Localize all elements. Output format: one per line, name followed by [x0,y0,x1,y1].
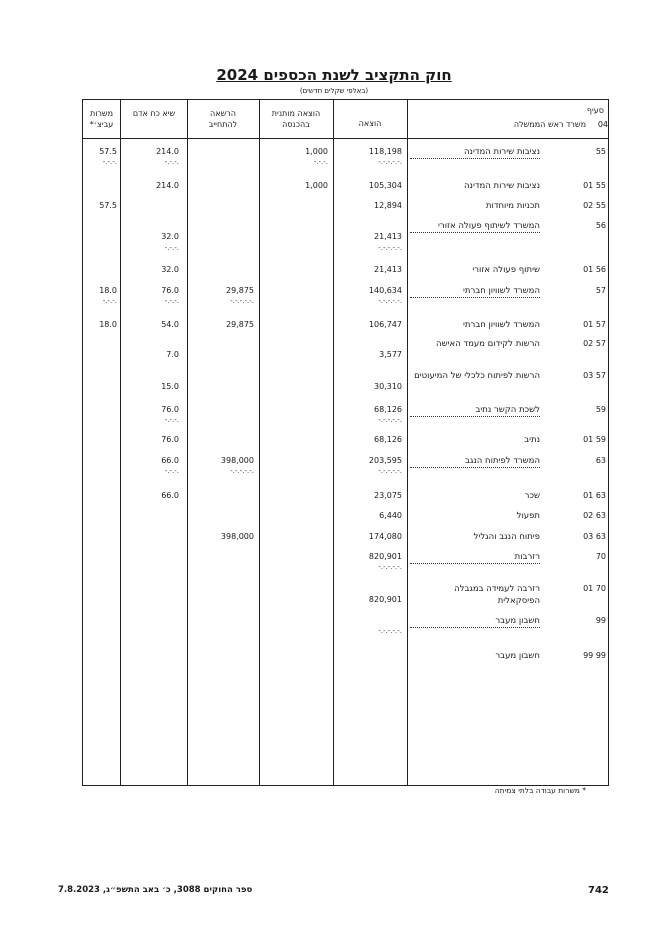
row-code: 99 [595,616,606,625]
value-authority: 29,875 [226,320,254,329]
page-number: 742 [588,885,609,896]
value-manpower: 15.0 [161,382,179,391]
row-code: 56 01 [583,265,606,274]
row-code: 55 02 [583,201,606,210]
value-expenditure: 30,310 [374,382,402,391]
value-expenditure: 68,126 [374,435,402,444]
row-code: 99 99 [583,651,606,660]
header-manpower: שיא כח אדם [132,109,176,118]
row-code: 70 [595,552,606,561]
row-name: פיתוח הנגב והגליל [473,532,540,542]
row-name: נציבות שירות המדינה [410,146,540,159]
value-expenditure: 203,595 [368,456,402,465]
value-manpower: 214.0 [156,147,179,156]
header-authority: הרשאה להתחייב [208,109,238,129]
row-name: חשבון מעבר [495,651,540,661]
dash-placeholder: -.-.-. [102,297,117,305]
value-manpower: 76.0 [161,435,179,444]
row-code: 59 [595,405,606,414]
dash-placeholder: -.-.-.-.-. [378,627,402,635]
document-subtitle: (באלפי שקלים חדשים) [299,87,369,95]
value-workers: 57.5 [99,201,117,210]
value-authority: 29,875 [226,286,254,295]
value-manpower: 32.0 [161,232,179,241]
document-title: חוק התקציב לשנת הכספים 2024 [216,66,452,84]
row-name: המשרד לשוויון חברתי [410,285,540,298]
footer-book-reference: ספר החוקים 3088, כ׳ באב התשפ״ג, 7.8.2023 [58,885,253,895]
row-name: המשרד לפיתוח הנגב [410,455,540,468]
dash-placeholder: -.-.-. [102,158,117,166]
dash-placeholder: -.-.-.-.-. [230,467,254,475]
row-name: רזרבה לעמידה במגבלה הפיסקאלית [454,584,540,606]
header-section-code: 04 [597,120,608,129]
row-name: שיתוף פעולה אזורי [472,265,540,275]
row-name: שכר [524,491,540,501]
row-code: 59 01 [583,435,606,444]
row-name: חשבון מעבר [410,615,540,628]
dash-placeholder: -.-.-.-.-. [378,467,402,475]
row-name: הרשות לקידום מעמד האישה [436,339,540,349]
value-expenditure: 23,075 [374,491,402,500]
value-authority: 398,000 [220,456,254,465]
value-manpower: 66.0 [161,456,179,465]
value-conditional: 1,000 [305,147,328,156]
dash-placeholder: -.-.-. [164,244,179,252]
value-manpower: 66.0 [161,491,179,500]
dash-placeholder: -.-.-.-.-. [378,244,402,252]
column-divider [187,99,188,786]
value-expenditure: 106,747 [368,320,402,329]
dash-placeholder: -.-.-.-.-. [378,297,402,305]
value-expenditure: 140,634 [368,286,402,295]
column-divider [407,99,408,786]
value-manpower: 76.0 [161,405,179,414]
value-manpower: 7.0 [166,350,179,359]
row-name: נציבות שירות המדינה [463,181,540,191]
dash-placeholder: -.-.-.-.-. [378,416,402,424]
header-section: סעיף [586,106,604,115]
value-workers: 18.0 [99,286,117,295]
row-name: נתיב [524,435,540,445]
row-code: 56 [595,221,606,230]
header-workers: משרות עביצ׳* [89,109,114,129]
row-code: 63 01 [583,491,606,500]
dash-placeholder: -.-.-.-.-. [378,158,402,166]
header-conditional: הוצאה מותנית בהכנסה [271,109,321,129]
column-divider [259,99,260,786]
dash-placeholder: -.-.-. [164,158,179,166]
value-expenditure: 3,577 [379,350,402,359]
row-code: 57 01 [583,320,606,329]
header-section-name: משרד ראש הממשלה [513,120,586,129]
value-manpower: 32.0 [161,265,179,274]
row-name: המשרד לשיתוף פעולה אזורי [410,220,540,233]
dash-placeholder: -.-.-.-.-. [230,297,254,305]
value-workers: 18.0 [99,320,117,329]
value-manpower: 76.0 [161,286,179,295]
row-code: 55 01 [583,181,606,190]
header-divider [82,138,609,139]
dash-placeholder: -.-.-. [164,297,179,305]
value-manpower: 214.0 [156,181,179,190]
dash-placeholder: -.-.-. [164,467,179,475]
footnote: * משרות עבודה בלתי צמיתה [494,786,586,795]
value-conditional: 1,000 [305,181,328,190]
value-expenditure: 118,198 [368,147,402,156]
row-code: 57 [595,286,606,295]
row-code: 57 02 [583,339,606,348]
value-expenditure: 68,126 [374,405,402,414]
value-workers: 57.5 [99,147,117,156]
column-divider [333,99,334,786]
value-expenditure: 820,901 [368,595,402,604]
row-code: 70 01 [583,584,606,593]
row-name: הרשות לפיתוח כלכלי של המיעוטים [414,371,540,381]
dash-placeholder: -.-.-. [164,416,179,424]
value-expenditure: 174,080 [368,532,402,541]
row-name: המשרד לשוויון חברתי [463,320,540,330]
row-name: לשכת הקשר נתיב [410,404,540,417]
row-code: 55 [595,147,606,156]
row-code: 63 [595,456,606,465]
row-name: רזרבות [410,551,540,564]
value-expenditure: 21,413 [374,265,402,274]
row-code: 63 02 [583,511,606,520]
row-code: 63 03 [583,532,606,541]
value-expenditure: 21,413 [374,232,402,241]
value-authority: 398,000 [220,532,254,541]
header-expenditure: הוצאה [358,119,382,128]
dash-placeholder: -.-.-. [313,158,328,166]
row-name: תכניות מיוחדות [485,201,540,211]
value-expenditure: 6,440 [379,511,402,520]
value-expenditure: 12,894 [374,201,402,210]
value-manpower: 54.0 [161,320,179,329]
value-expenditure: 105,304 [368,181,402,190]
row-name: תפעול [516,511,540,521]
value-expenditure: 820,901 [368,552,402,561]
column-divider [120,99,121,786]
dash-placeholder: -.-.-.-.-. [378,563,402,571]
row-code: 57 03 [583,371,606,380]
